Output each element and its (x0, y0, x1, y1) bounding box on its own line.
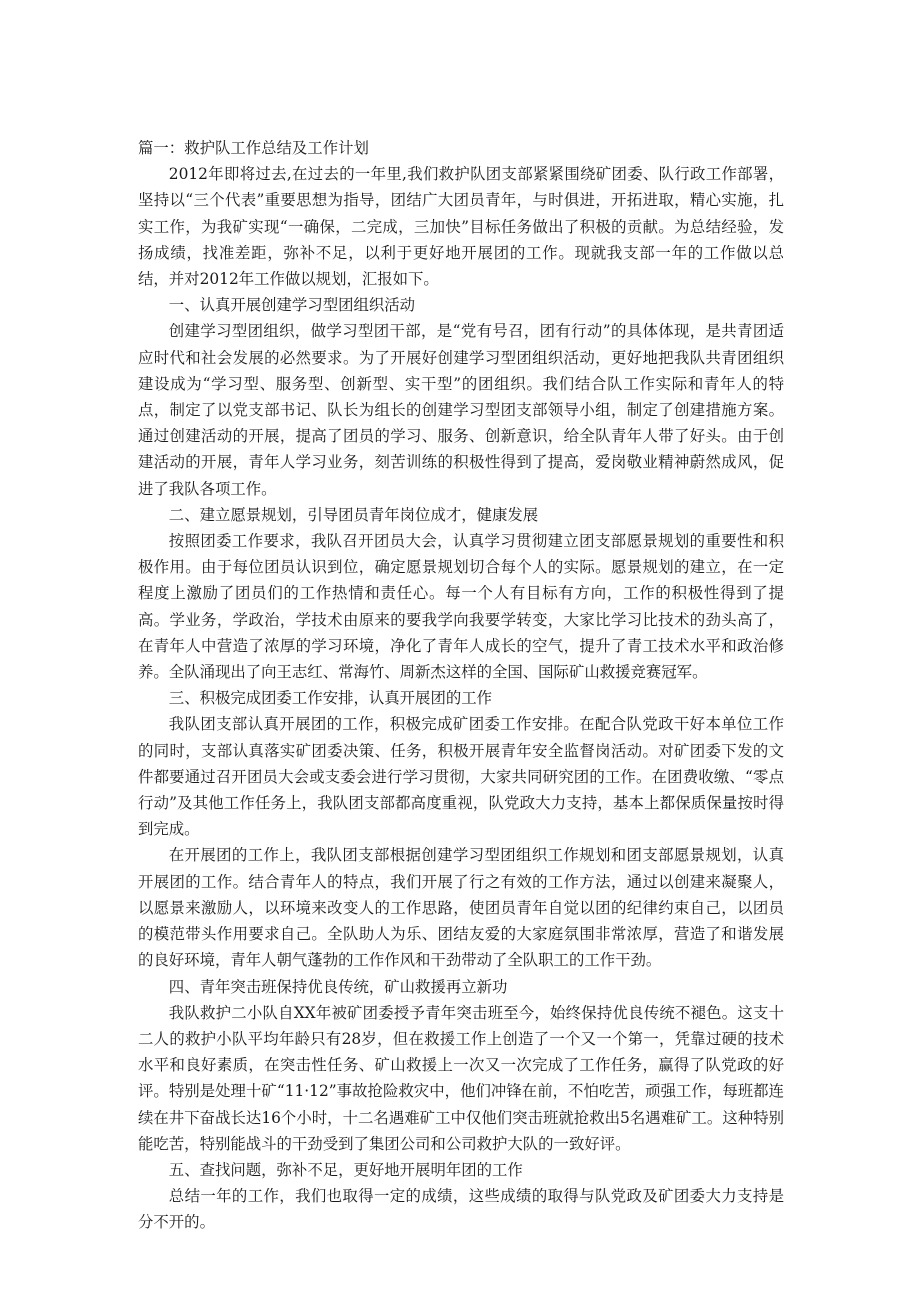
section-heading-1: 一、认真开展创建学习型团组织活动 (168, 296, 416, 315)
section-heading-3: 三、积极完成团委工作安排，认真开展团的工作 (168, 689, 493, 708)
section-heading-5: 五、查找问题，弥补不足，更好地开展明年团的工作 (168, 1160, 523, 1179)
document-title: 篇一：救护队工作总结及工作计划 (138, 139, 369, 157)
document-page (138, 135, 784, 1236)
paragraph-section-3a: 我队团支部认真开展团的工作，积极完成矿团委工作安排。在配合队党政干好本单位工作的同时，支部认真落实矿团委决策、任务，积极开展青年安全监督岗活动。对矿团委下发的文件都要通过召开团员大会或支委会进行学习贯彻，大家共同研究团的工作。在团费收缴、“零点行动”及其他工作任务上，我队团支部都高度重视，队党政大力支持，基本上都保质保量按时得到完成。 (138, 715, 784, 839)
paragraph-section-1: 创建学习型团组织，做学习型团干部，是“党有号召，团有行动”的具体体现，是共青团适应时代和社会发展的必然要求。为了开展好创建学习型团组织活动，更好地把我队共青团组织建设成为“学习型、服务型、创新型、实干型”的团组织。我们结合队工作实际和青年人的特点，制定了以党支部书记、队长为组长的创建学习型团支部领导小组，制定了创建措施方案。通过创建活动的开展，提高了团员的学习、服务、创新意识，给全队青年人带了好头。由于创建活动的开展，青年人学习业务，刻苦训练的积极性得到了提高，爱岗敬业精神蔚然成风，促进了我队各项工作。 (138, 322, 784, 498)
paragraph-section-4: 我队救护二小队自XX年被矿团委授予青年突击班至今，始终保持优良传统不褪色。这支十二人的救护小队平均年龄只有28岁，但在救援工作上创造了一个又一个第一，凭靠过硬的技术水平和良好素质，在突击性任务、矿山救援上一次又一次完成了工作任务，赢得了队党政的好评。特别是处理十矿“11·12”事故抢险救灾中，他们冲锋在前，不怕吃苦，顽强工作，每班都连续在井下奋战长达16个小时，十二名遇难矿工中仅他们突击班就抢救出5名遇难矿工。这种特别能吃苦，特别能战斗的干劲受到了集团公司和公司救护大队的一致好评。 (138, 1003, 784, 1153)
paragraph-intro: 2012年即将过去,在过去的一年里,我们救护队团支部紧紧围绕矿团委、队行政工作部署，坚持以“三个代表”重要思想为指导，团结广大团员青年，与时俱进，开拓进取，精心实施，扎实工作，为我矿实现“一确保，二完成，三加快”目标任务做出了积极的贡献。为总结经验，发扬成绩，找准差距，弥补不足，以利于更好地开展团的工作。现就我支部一年的工作做以总结，并对2012年工作做以规划，汇报如下。 (138, 165, 784, 289)
section-heading-4: 四、青年突击班保持优良传统，矿山救援再立新功 (168, 977, 508, 996)
paragraph-section-5: 总结一年的工作，我们也取得一定的成绩，这些成绩的取得与队党政及矿团委大力支持是分不开的。 (138, 1187, 784, 1232)
section-heading-2: 二、建立愿景规划，引导团员青年岗位成才，健康发展 (168, 505, 539, 524)
paragraph-section-2: 按照团委工作要求，我队召开团员大会，认真学习贯彻建立团支部愿景规划的重要性和积极作用。由于每位团员认识到位，确定愿景规划切合每个人的实际。愿景规划的建立，在一定程度上激励了团员们的工作热情和责任心。每一个人有目标有方向，工作的积极性得到了提高。学业务，学政治，学技术由原来的要我学向我要学转变，大家比学习比技术的劲头高了，在青年人中营造了浓厚的学习环境，净化了青年人成长的空气，提升了青工技术水平和政治修养。全队涌现出了向王志红、常海竹、周新杰这样的全国、国际矿山救援竞赛冠军。 (138, 532, 784, 682)
paragraph-section-3b: 在开展团的工作上，我队团支部根据创建学习型团组织工作规划和团支部愿景规划，认真开展团的工作。结合青年人的特点，我们开展了行之有效的工作方法，通过以创建来凝聚人，以愿景来激励人，以环境来改变人的工作思路，使团员青年自觉以团的纪律约束自己，以团员的模范带头作用要求自己。全队助人为乐、团结友爱的大家庭氛围非常浓厚，营造了和谐发展的良好环境，青年人朝气蓬勃的工作作风和干劲带动了全队职工的工作干劲。 (138, 846, 784, 970)
